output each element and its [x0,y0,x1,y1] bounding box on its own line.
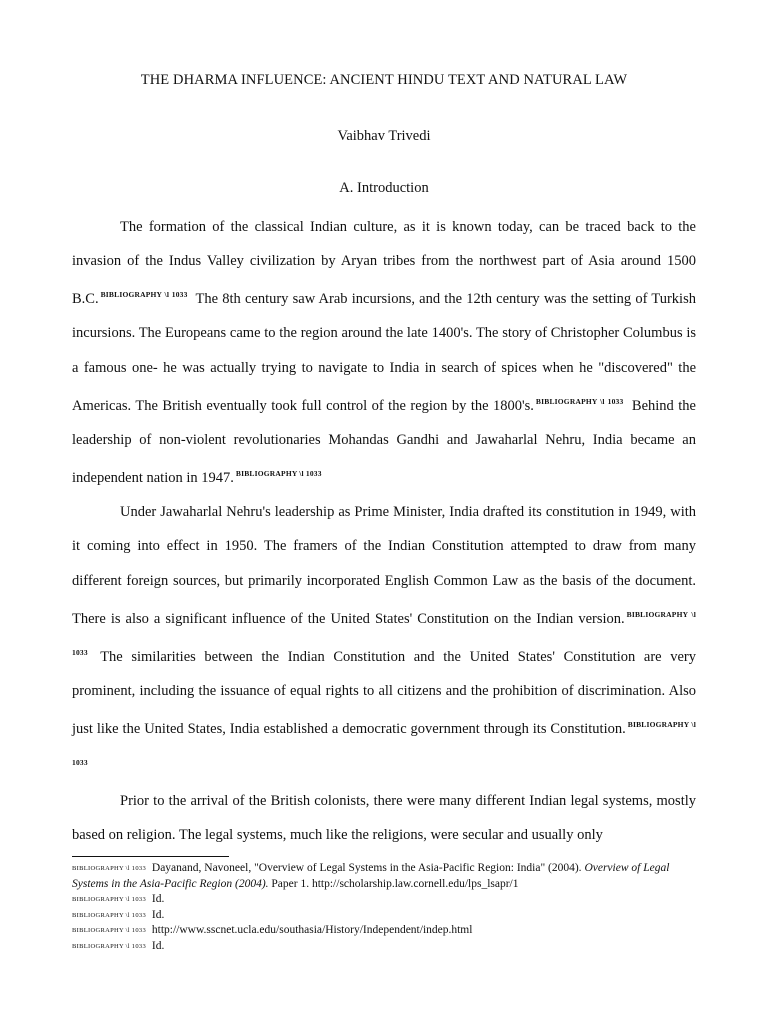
paragraph-1-sentence-1: The formation of the classical Indian culture, as it is known today, can be traced back to the invasion of the Indus Valley civilization by Aryan tribes from the northwest part of Asia around 1500 B.C. [72,219,696,308]
footnote-4-link[interactable]: http://www.sscnet.ucla.edu/southasia/History/Independent/indep.html [151,924,473,936]
footnote-mark-2: BIBLIOGRAPHY \l 1033 [72,896,147,903]
footnote-1 [72,861,696,892]
footnote-mark-1: BIBLIOGRAPHY \l 1033 [72,865,147,872]
paragraph-1 [72,210,696,495]
paragraph-3 [72,784,696,852]
paragraph-1-sentence-2: The 8th century saw Arab incursions, and the 12th century was the setting of Turkish incursions. The Europeans came to the region around the late 1400's. The story of Christopher Columbus is a famous one- he was actually trying to navigate to India in search of spices when he "discovered" the Americas. The British eventually took full control of the region by the 1800's. [72,291,696,414]
paragraph-2-sentence-2: The similarities between the Indian Constitution and the United States' Constitution are very prominent, including the issuance of equal rights to all citizens and the prohibition of discrimination. Also just like the United States, India established a democratic government through its Constitution. [72,648,696,737]
footnote-1-italic-title: Overview of Legal Systems in the Asia-Pacific Region (2004). [72,862,670,890]
footnote-5-text: Id. [151,939,165,952]
footnote-5 [72,939,696,955]
footnote-1-link[interactable]: Paper 1. http://scholarship.law.cornell.edu/lps_lsapr/1 [271,877,519,890]
paragraph-2-sentence-1: Under Jawaharlal Nehru's leadership as Prime Minister, India drafted its constitution in 1949, with it coming into effect in 1950. The framers of the Indian Constitution attempted to draw from many different foreign sources, but primarily incorporated English Common Law as the basis of the document. There is also a significant influence of the United States' Constitution on the Indian version. [72,504,696,627]
citation-field-1: BIBLIOGRAPHY \l 1033 [100,290,188,300]
citation-field-2: BIBLIOGRAPHY \l 1033 [535,396,624,406]
body-text [72,210,696,852]
citation-field-4: BIBLIOGRAPHY \l 1033 [72,609,696,657]
footnote-2 [72,892,696,908]
paragraph-2 [72,495,696,784]
paper-title: THE DHARMA INFLUENCE: ANCIENT HINDU TEXT AND NATURAL LAW [140,72,628,88]
footnote-mark-5: BIBLIOGRAPHY \l 1033 [72,942,147,950]
section-heading: A. Introduction [339,180,429,196]
footnote-3 [72,908,696,924]
footnote-separator [72,856,229,857]
paragraph-1-sentence-3: Behind the leadership of non-violent revolutionaries Mohandas Gandhi and Jawaharlal Nehru, India became an independent nation in 1947. [72,397,696,486]
author-name: Vaibhav Trivedi [337,128,431,144]
footnote-3-text: Id. [151,908,165,921]
citation-field-5: BIBLIOGRAPHY \l 1033 [72,719,696,768]
footnote-mark-3: BIBLIOGRAPHY \l 1033 [72,911,147,919]
paragraph-3-sentence-1: Prior to the arrival of the British colonists, there were many different Indian legal systems, mostly based on religion. The legal systems, much like the religions, were secular and usually only [72,793,696,844]
citation-field-3: BIBLIOGRAPHY \l 1033 [235,469,322,479]
footnote-mark-4: BIBLIOGRAPHY \l 1033 [72,927,147,934]
footnotes [72,861,696,954]
footnote-1-text: Dayanand, Navoneel, "Overview of Legal Systems in the Asia-Pacific Region: India" (2004). [151,862,582,874]
footnote-2-text: Id. [151,893,165,905]
footnote-4 [72,923,696,939]
